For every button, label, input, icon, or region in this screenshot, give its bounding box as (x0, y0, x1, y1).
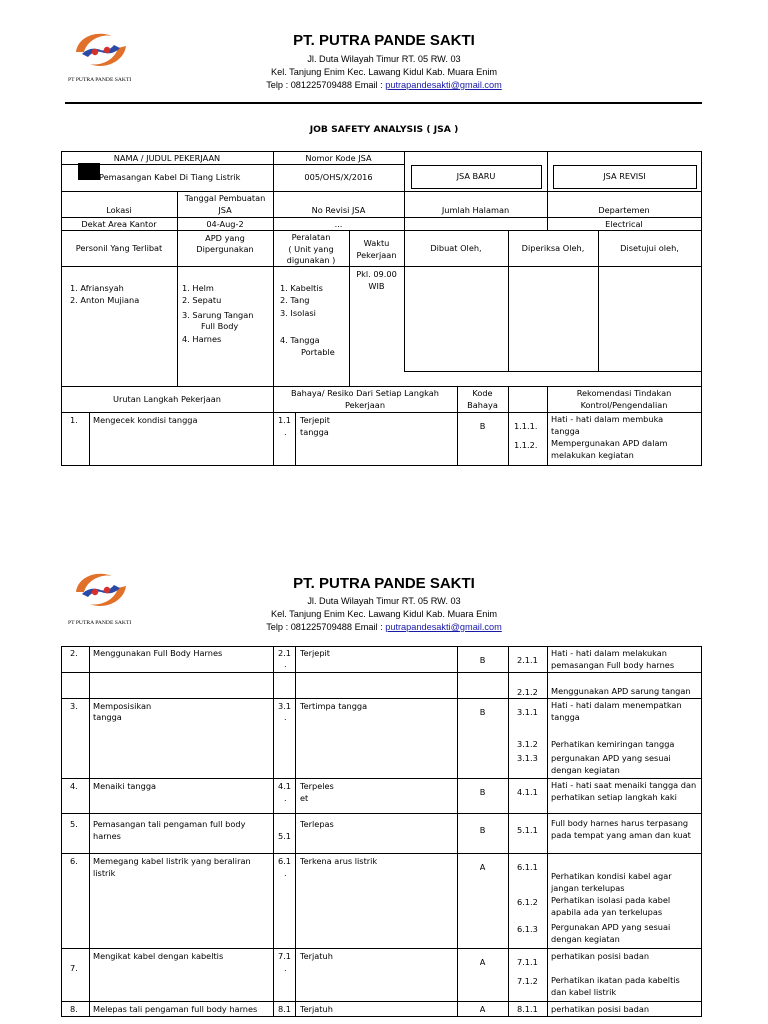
hazard-text: Terjepit (300, 415, 331, 425)
rekom-header-2: Kontrol/Pengendalian (580, 400, 668, 410)
control-number: 5.1.1 (517, 825, 538, 835)
step-number: 4. (70, 781, 78, 791)
control-text: perhatikan posisi badan (551, 1004, 650, 1014)
hazard-number: 8.1 (278, 1004, 292, 1014)
peralatan-item: 2. Tang (280, 295, 310, 305)
step-number: 3. (70, 701, 78, 711)
control-text: Hati - hati dalam melakukan (551, 648, 667, 658)
step-text: listrik (93, 868, 116, 878)
logo-caption: PT PUTRA PANDE SAKTI (68, 620, 132, 626)
hazard-dot: . (284, 427, 287, 437)
control-number: 6.1.1 (517, 862, 538, 872)
control-number: 7.1.2 (517, 976, 538, 986)
hazard-number: 3.1 (278, 701, 292, 711)
diperiksa-header: Diperiksa Oleh, (521, 243, 585, 253)
revisi-value: ... (334, 219, 343, 229)
control-number: 3.1.2 (517, 739, 538, 749)
hazard-code: A (479, 1004, 486, 1014)
hazard-number: 7.1 (278, 951, 292, 961)
phone-text: Telp : 081225709488 Email : (266, 80, 383, 90)
control-text: dan kabel listrik (551, 987, 617, 997)
lokasi-value: Dekat Area Kantor (81, 219, 157, 229)
hazard-code: B (479, 421, 486, 431)
control-text: dengan kegiatan (551, 934, 620, 944)
step-text: Melepas tali pengaman full body harnes (93, 1004, 258, 1014)
hazard-number: 6.1 (278, 856, 292, 866)
control-number: 2.1.1 (517, 655, 538, 665)
company-contact (184, 79, 584, 91)
phone-text: Telp : 081225709488 Email : (266, 622, 383, 632)
step-text: Menaiki tangga (93, 781, 157, 791)
hazard-code: B (479, 825, 486, 835)
control-text: jangan terkelupas (551, 883, 625, 893)
step-number: 2. (70, 648, 78, 658)
company-contact (184, 621, 584, 633)
departemen-value: Electrical (605, 219, 643, 229)
urutan-header: Urutan Langkah Pekerjaan (113, 394, 221, 404)
step-number: 1. (70, 415, 78, 425)
step-text: Mengecek kondisi tangga (93, 415, 198, 425)
email-link[interactable]: putrapandesakti@gmail.com (385, 622, 502, 632)
hazard-number: 1.1 (278, 415, 292, 425)
step-number: 5. (70, 819, 78, 829)
hazard-text: Tertimpa tangga (300, 701, 368, 711)
jsa-code-label: Nomor Kode JSA (305, 153, 372, 163)
logo-caption: PT PUTRA PANDE SAKTI (68, 77, 132, 83)
bahaya-header-2: Pekerjaan (344, 400, 386, 410)
hazard-text: Terjatuh (300, 1004, 333, 1014)
apd-item: 2. Sepatu (182, 295, 222, 305)
hazard-code: A (479, 862, 486, 872)
peralatan-item: Portable (301, 347, 335, 357)
control-text: pergunakan APD yang sesuai (551, 753, 671, 763)
control-text: Hati - hati dalam membuka (551, 414, 664, 424)
personil-header: Personil Yang Terlibat (75, 243, 163, 253)
lokasi-label: Lokasi (106, 205, 132, 215)
peralatan-item: 1. Kabeltis (280, 283, 323, 293)
control-number: 2.1.2 (517, 687, 538, 697)
peralatan-item: 4. Tangga (280, 335, 320, 345)
control-number: 4.1.1 (517, 787, 538, 797)
hazard-dot: . (284, 659, 287, 669)
control-text: Full body harnes harus terpasang (551, 818, 689, 828)
control-text: Perhatikan isolasi pada kabel (551, 895, 671, 905)
control-text: perhatikan posisi badan (551, 951, 650, 961)
control-text: tangga (551, 426, 580, 436)
apd-header-2: Dipergunakan (196, 244, 254, 254)
control-text: tangga (551, 712, 580, 722)
kode-header-1: Kode (472, 388, 493, 398)
hazard-text: Terjatuh (300, 951, 333, 961)
step-number: 7. (70, 963, 78, 973)
company-logo (68, 566, 134, 616)
step-text: Memegang kabel listrik yang beraliran (93, 856, 251, 866)
control-number: 1.1.1. (514, 421, 538, 431)
step-text: Memposisikan (93, 701, 152, 711)
hazard-dot: . (284, 963, 287, 973)
step-text: Pemasangan tali pengaman full body (93, 819, 246, 829)
company-address-1: Jl. Duta Wilayah Timur RT. 05 RW. 03 (307, 54, 461, 64)
waktu-header-2: Pekerjaan (356, 250, 397, 260)
control-text: Hati - hati dalam menempatkan (551, 700, 682, 710)
step-text: harnes (93, 831, 121, 841)
kode-header-2: Bahaya (467, 400, 498, 410)
company-address-2: Kel. Tanjung Enim Kec. Lawang Kidul Kab. Muara Enim (270, 609, 498, 619)
hazard-dot: . (284, 868, 287, 878)
control-text: pada tempat yang aman dan kuat (551, 830, 691, 840)
apd-item: 4. Harnes (182, 334, 222, 344)
control-text: Perhatikan ikatan pada kabeltis (551, 975, 680, 985)
control-number: 6.1.3 (517, 924, 538, 934)
hazard-code: B (479, 655, 486, 665)
peralatan-item: 3. Isolasi (280, 308, 316, 318)
hazard-text: Terkena arus listrik (300, 856, 378, 866)
apd-item: Full Body (201, 321, 239, 331)
step-text: tangga (93, 712, 122, 722)
company-address-2: Kel. Tanjung Enim Kec. Lawang Kidul Kab. Muara Enim (270, 67, 498, 77)
departemen-label: Departemen (598, 205, 650, 215)
control-text: apabila ada yan terkelupas (551, 907, 663, 917)
company-logo (68, 26, 134, 76)
tanggal-label-2: JSA (218, 205, 232, 215)
redaction-mark (78, 163, 100, 180)
hazard-code: A (479, 957, 486, 967)
hazard-text: et (300, 793, 309, 803)
waktu-header-1: Waktu (363, 238, 390, 248)
control-number: 3.1.3 (517, 753, 538, 763)
revisi-label: No Revisi JSA (311, 205, 366, 215)
halaman-label: Jumlah Halaman (441, 205, 510, 215)
control-text: dengan kegiatan (551, 765, 620, 775)
step-text: Mengikat kabel dengan kabeltis (93, 951, 224, 961)
tanggal-value: 04-Aug-2 (206, 219, 244, 229)
hazard-number: 4.1 (278, 781, 292, 791)
company-address-1: Jl. Duta Wilayah Timur RT. 05 RW. 03 (307, 596, 461, 606)
control-text: Perhatikan kondisi kabel agar (551, 871, 672, 881)
document-title: JOB SAFETY ANALYSIS ( JSA ) (309, 124, 459, 135)
hazard-text: Terjepit (300, 648, 331, 658)
hazard-text: Terlepas (300, 819, 334, 829)
step-text: Menggunakan Full Body Harnes (93, 648, 223, 658)
hazard-text: Terpeles (300, 781, 334, 791)
personil-item: 1. Afriansyah (70, 283, 124, 293)
step-number: 6. (70, 856, 78, 866)
control-number: 7.1.1 (517, 957, 538, 967)
control-number: 6.1.2 (517, 897, 538, 907)
control-text: perhatikan setiap langkah kaki (551, 792, 677, 802)
step-number: 8. (70, 1004, 78, 1014)
jsa-baru-box: JSA BARU (456, 171, 496, 181)
waktu-value: WIB (368, 281, 385, 291)
waktu-value: Pkl. 09.00 (356, 269, 397, 279)
job-name-label: NAMA / JUDUL PEKERJAAN (113, 153, 221, 163)
hazard-code: B (479, 787, 486, 797)
hazard-number: 5.1 (278, 831, 292, 841)
jsa-code-value: 005/OHS/X/2016 (304, 172, 373, 182)
hazard-dot: . (284, 793, 287, 803)
company-name: PT. PUTRA PANDE SAKTI (293, 32, 475, 49)
hazard-code: B (479, 707, 486, 717)
control-text: Menggunakan APD sarung tangan (551, 686, 691, 696)
job-name-value: Pemasangan Kabel Di Tiang Listrik (99, 172, 241, 182)
email-link[interactable]: putrapandesakti@gmail.com (385, 80, 502, 90)
disetujui-header: Disetujui oleh, (620, 243, 679, 253)
control-number: 8.1.1 (517, 1004, 538, 1014)
tanggal-label-1: Tanggal Pembuatan (184, 193, 266, 203)
bahaya-header-1: Bahaya/ Resiko Dari Setiap Langkah (291, 388, 439, 398)
dibuat-header: Dibuat Oleh, (430, 243, 482, 253)
control-text: melakukan kegiatan (551, 450, 634, 460)
personil-item: 2. Anton Mujiana (70, 295, 140, 305)
header-divider (65, 102, 702, 104)
peralatan-header-1: Peralatan (291, 232, 331, 242)
hazard-dot: . (284, 712, 287, 722)
apd-item: 3. Sarung Tangan (182, 310, 254, 320)
company-name: PT. PUTRA PANDE SAKTI (293, 575, 475, 592)
control-text: Hati - hati saat menaiki tangga dan (551, 780, 697, 790)
control-number: 3.1.1 (517, 707, 538, 717)
peralatan-header-3: digunakan ) (286, 255, 336, 265)
control-number: 1.1.2. (514, 440, 538, 450)
hazard-number: 2.1 (278, 648, 292, 658)
apd-item: 1. Helm (182, 283, 214, 293)
hazard-text: tangga (300, 427, 329, 437)
peralatan-header-2: ( Unit yang (288, 244, 334, 254)
control-text: Pergunakan APD yang sesuai (551, 922, 671, 932)
control-text: Mempergunakan APD dalam (551, 438, 668, 448)
control-text: Perhatikan kemiringan tangga (551, 739, 675, 749)
apd-header-1: APD yang (205, 233, 245, 243)
rekom-header-1: Rekomendasi Tindakan (576, 388, 672, 398)
control-text: pemasangan Full body harnes (551, 660, 675, 670)
jsa-revisi-box: JSA REVISI (603, 171, 646, 181)
